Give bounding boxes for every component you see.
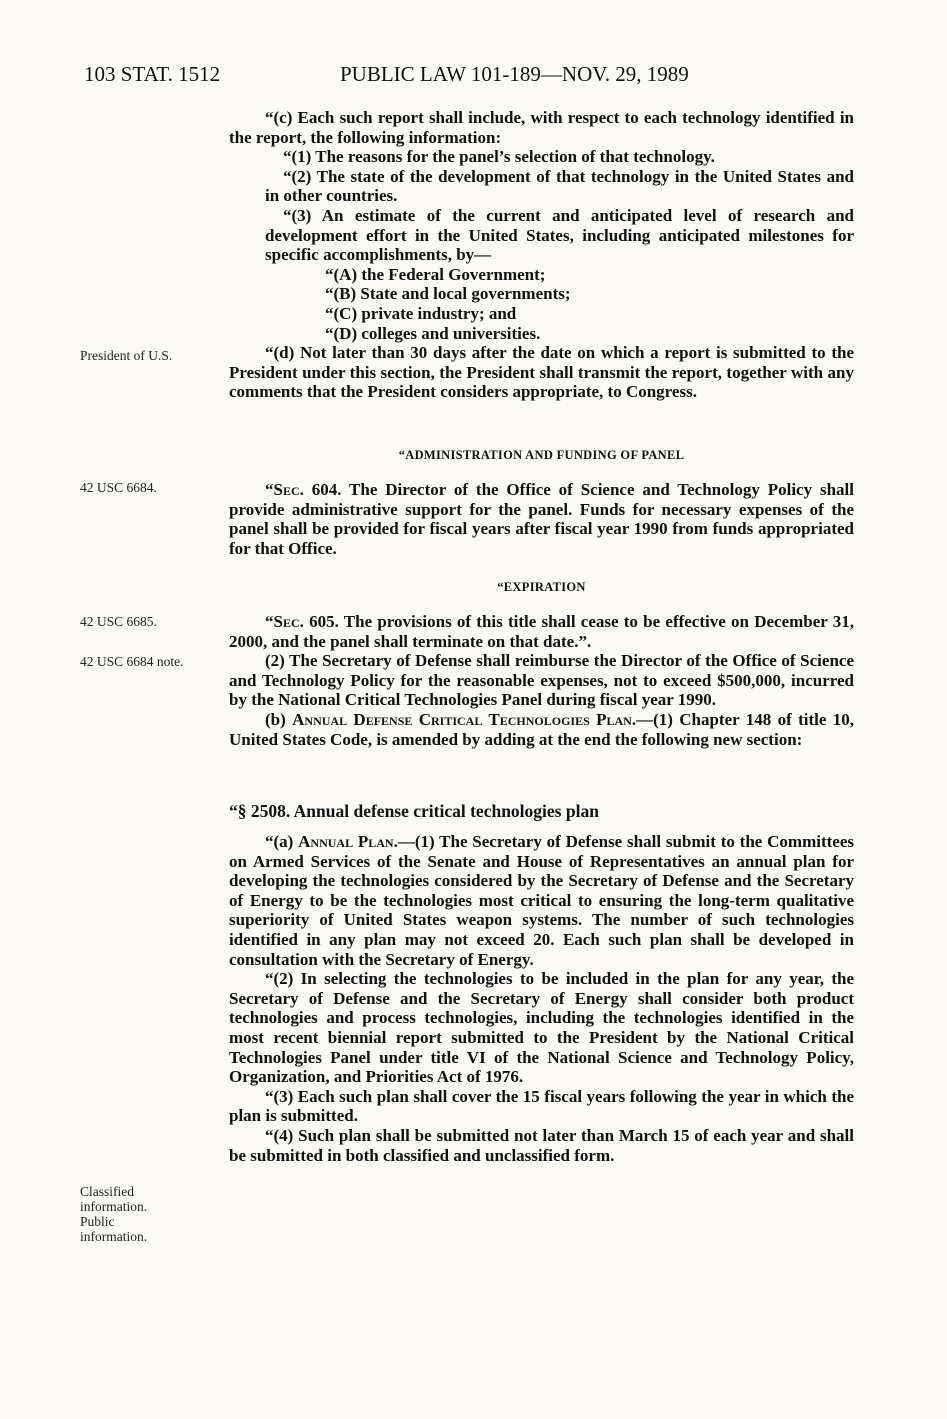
- paragraph-c2: “(2) The state of the development of that technology in the United States and in other countries.: [265, 166, 854, 206]
- section-2508-heading-wrap: [229, 802, 854, 822]
- paragraph-cB: “(B) State and local governments;: [325, 284, 571, 304]
- paragraph-2-reimburse: (2) The Secretary of Defense shall reimburse the Director of the Office of Science and Technology Policy for the reasonable expenses, not to exceed $500,000, incurred by the National Critical Technologies Panel during fiscal year 1990.: [229, 651, 854, 710]
- heading-expiration-wrap: [229, 578, 854, 598]
- paragraph-c1: “(1) The reasons for the panel’s selection of that technology.: [283, 147, 715, 167]
- paragraph-a2: “(2) In selecting the technologies to be included in the plan for any year, the Secretary of Defense and the Secretary of Energy shall consider both product technologies and process technologies, including the technologies identified in the most recent biennial report submitted to the President by the National Critical Technologies Panel under title VI of the National Science and Technology Policy, Organization, and Priorities Act of 1976.: [229, 969, 854, 1087]
- paragraph-a-text: .—(1) The Secretary of Defense shall submit to the Committees on Armed Services of the Senate and House of Representatives an annual plan for developing the technologies considered by the Secretary of Defense and the Secretary of Energy to be the technologies most critical to ensuring the long-term qualitative superiority of United States weapon systems. The number of such technologies identified in any plan may not exceed 20. Each such plan shall be developed in consultation with the Secretary of Energy.: [229, 832, 854, 969]
- paragraph-c3: “(3) An estimate of the current and anticipated level of research and development effort in the United States, including anticipated milestones for specific accomplishments, by—: [265, 205, 854, 265]
- paragraph-a3: “(3) Each such plan shall cover the 15 fiscal years following the year in which the plan is submitted.: [229, 1086, 854, 1126]
- paragraph-a-label: “(a): [265, 832, 299, 851]
- public-law-title: PUBLIC LAW 101-189—NOV. 29, 1989: [340, 62, 689, 86]
- margin-note-public-line2: information.: [80, 1229, 148, 1244]
- heading-expiration: “EXPIRATION: [497, 580, 586, 594]
- section-2508-heading: “§ 2508. Annual defense critical technologies plan: [229, 801, 599, 821]
- paragraph-a: [229, 832, 854, 969]
- paragraph-a-title: Annual Plan: [298, 832, 394, 851]
- margin-note-president: President of U.S.: [80, 348, 173, 363]
- paragraph-c: “(c) Each such report shall include, with respect to each technology identified in the report, the following information:: [229, 108, 854, 147]
- heading-admin-wrap: [229, 446, 854, 466]
- stat-citation: 103 STAT. 1512: [84, 62, 221, 86]
- paragraph-cA: “(A) the Federal Government;: [325, 264, 546, 284]
- section-2508-body: [229, 832, 854, 1165]
- paragraph-cC: “(C) private industry; and: [325, 303, 517, 323]
- paragraph-d: “(d) Not later than 30 days after the date on which a report is submitted to the President under this section, the President shall transmit the report, together with any comments that the President considers appropriate, to Congress.: [229, 343, 854, 402]
- margin-note-usc6684: 42 USC 6684.: [80, 480, 157, 495]
- margin-note-public-line1: Public: [80, 1214, 115, 1229]
- margin-note-classified: [80, 1184, 220, 1244]
- paragraph-b-title: Annual Defense Critical Technologies Plan: [292, 709, 632, 729]
- paragraph-b: [229, 710, 854, 749]
- body-text-upper: [229, 108, 854, 402]
- margin-note-usc6684-note: 42 USC 6684 note.: [80, 654, 184, 669]
- paragraph-cD: “(D) colleges and universities.: [325, 323, 541, 343]
- sec605-label: “Sec.: [265, 612, 304, 631]
- sec605-text: 605. The provisions of this title shall cease to be effective on December 31, 2000, and the panel shall terminate on that date.”.: [229, 612, 854, 651]
- paragraph-a4: “(4) Such plan shall be submitted not later than March 15 of each year and shall be submitted in both classified and unclassified form.: [229, 1125, 854, 1165]
- margin-note-usc6685: 42 USC 6685.: [80, 614, 157, 629]
- paragraph-b-text: .—(1) Chapter 148 of title 10, United States Code, is amended by adding at the end the following new section:: [229, 709, 854, 749]
- margin-note-classified-line1: Classified: [80, 1184, 134, 1199]
- heading-administration-funding: “ADMINISTRATION AND FUNDING OF PANEL: [398, 448, 685, 462]
- margin-note-classified-line2: information.: [80, 1199, 148, 1214]
- section-604: [229, 480, 854, 558]
- sec604-label: “Sec.: [265, 480, 304, 499]
- body-text-lower: [229, 612, 854, 749]
- section-605: [229, 612, 854, 651]
- sec604-text: 604. The Director of the Office of Science and Technology Policy shall provide administrative support for the panel. Funds for necessary expenses of the panel shall be provided for fiscal years after fiscal year 1990 from funds appropriated for that Office.: [229, 480, 854, 558]
- paragraph-b-label: (b): [265, 709, 293, 729]
